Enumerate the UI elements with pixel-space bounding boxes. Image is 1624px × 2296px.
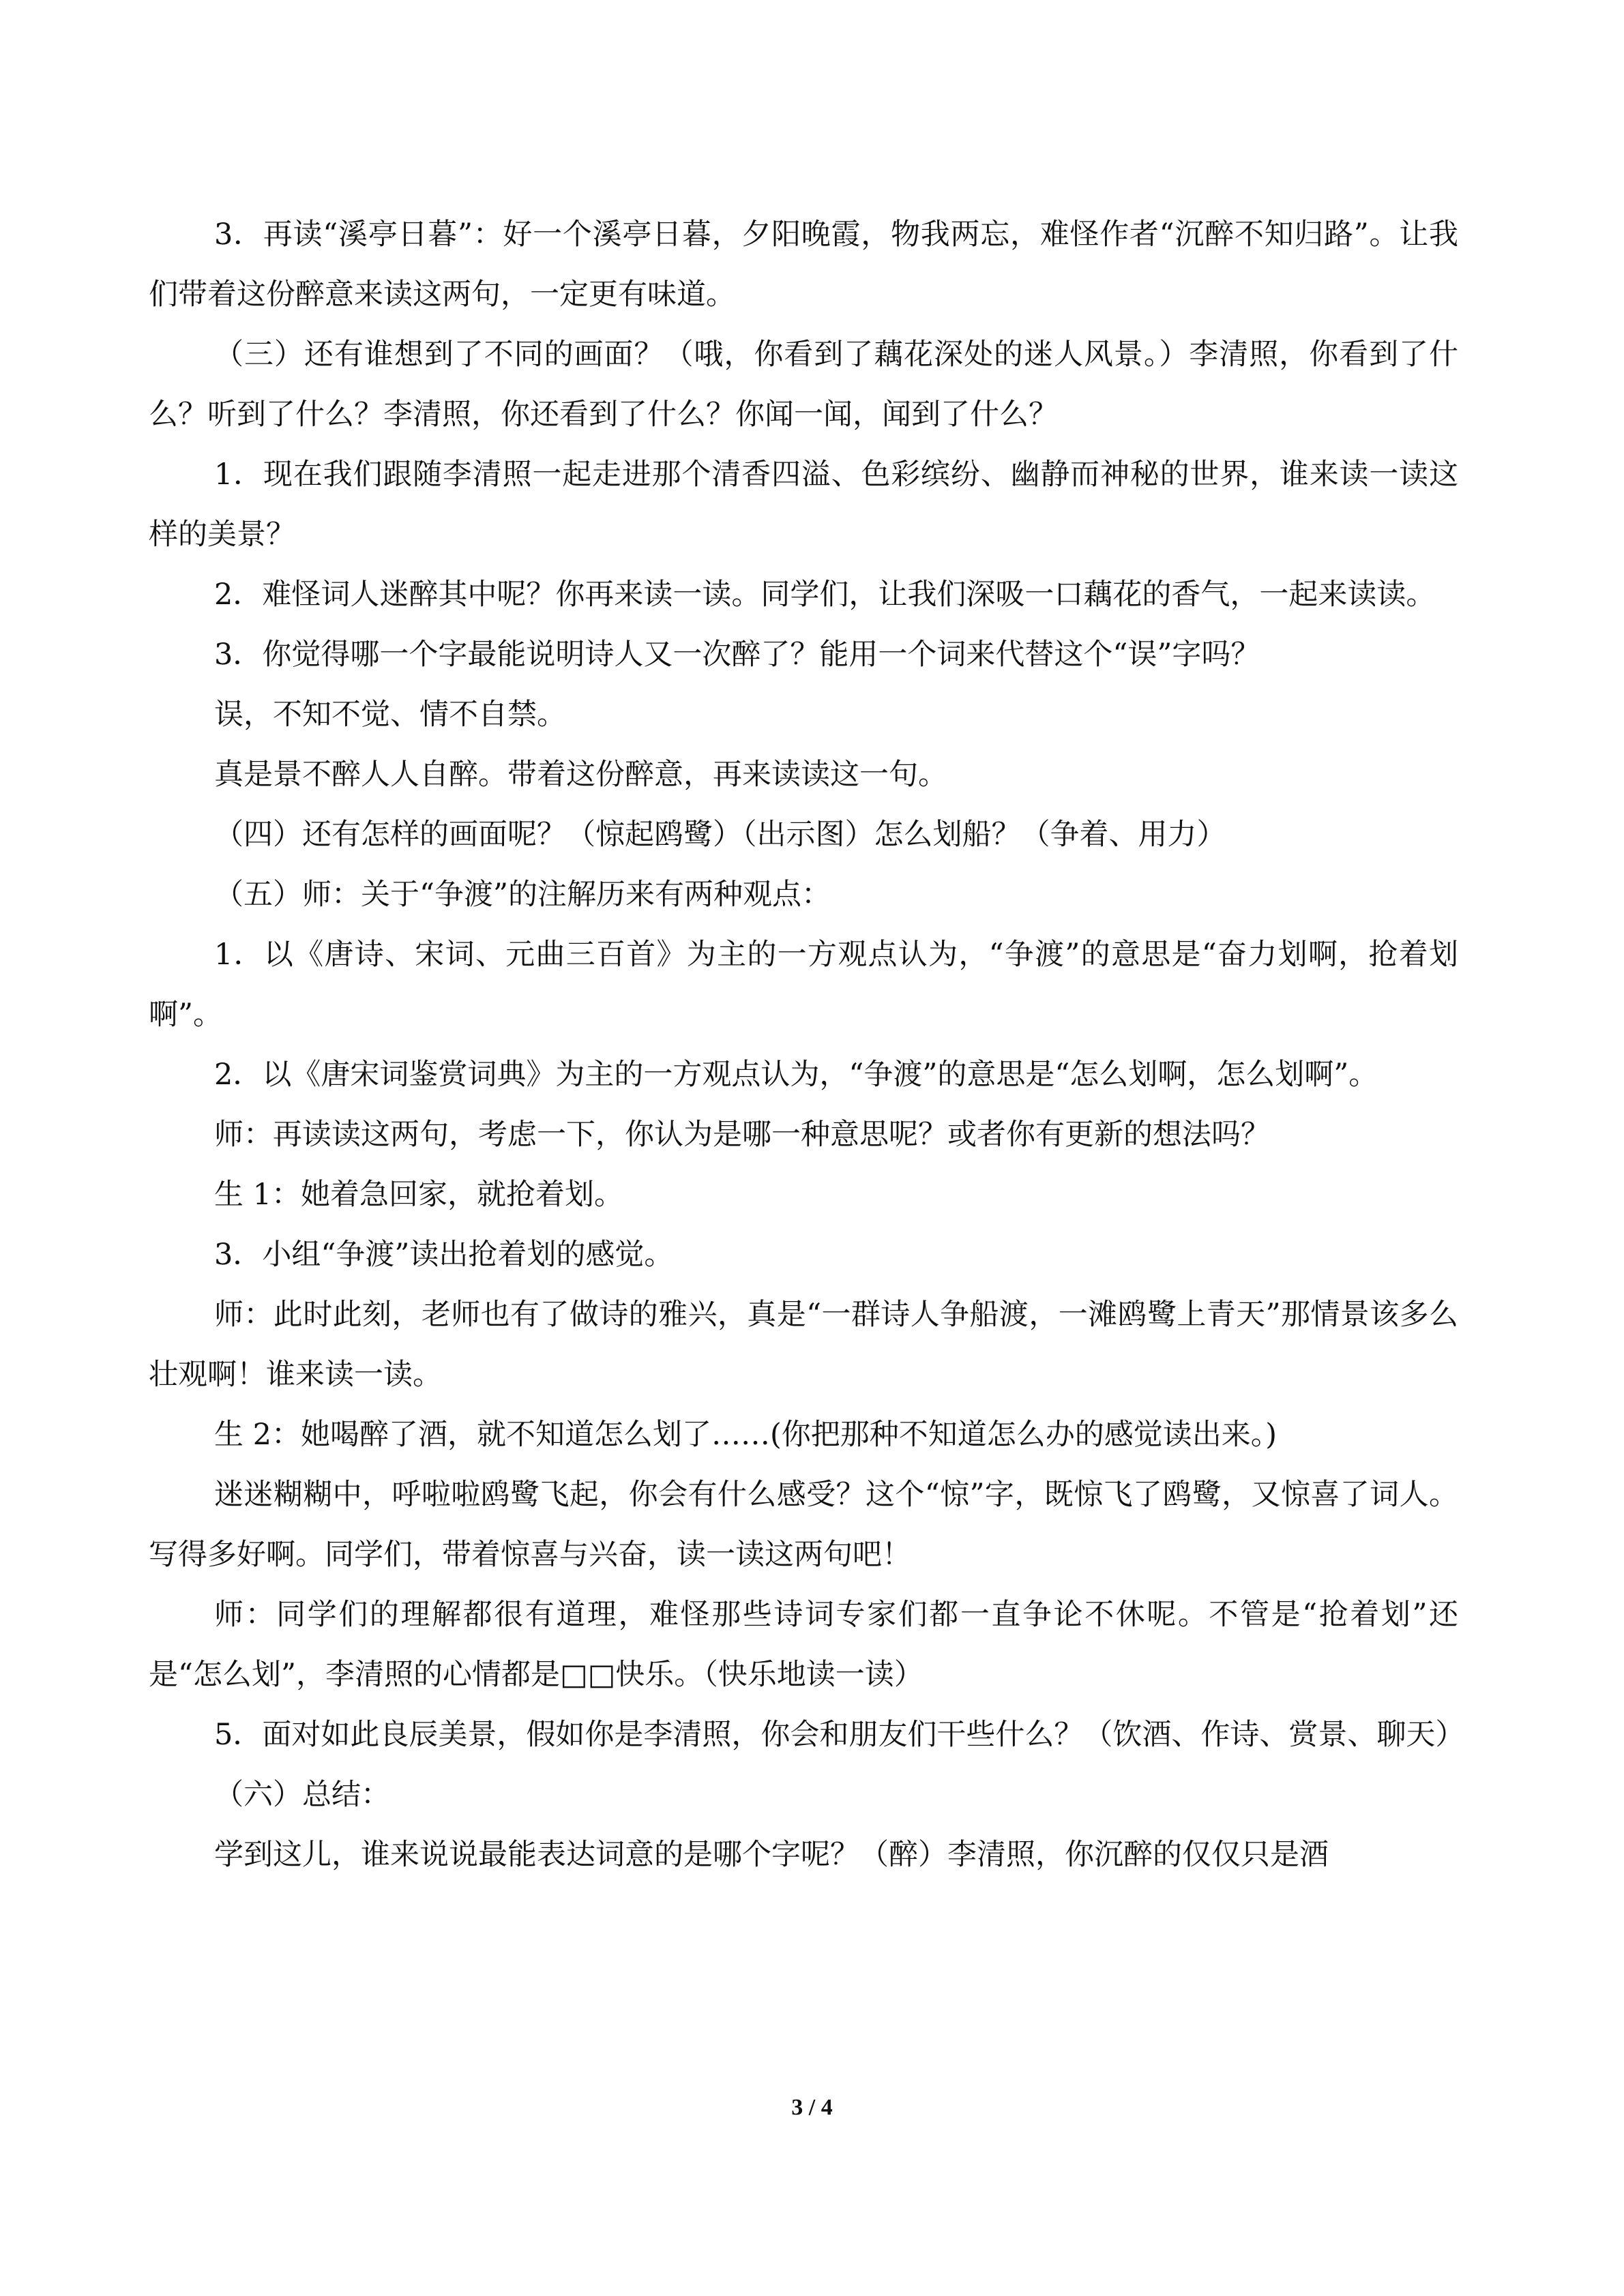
paragraph: 真是景不醉人人自醉。带着这份醉意，再来读读这一句。 — [214, 758, 947, 792]
paragraph: 师：此时此刻，老师也有了做诗的雅兴，真是“一群诗人争船渡，一滩鸥鹭上青天”那情景该多么壮观啊！谁来读一读。 — [149, 1298, 1458, 1392]
paragraph: （四）还有怎样的画面呢？（惊起鸥鹭）（出示图）怎么划船？（争着、用力） — [214, 818, 1226, 852]
page-number: 3 / 4 — [791, 2095, 833, 2120]
paragraph: 2．以《唐宋词鉴赏词典》为主的一方观点认为，“争渡”的意思是“怎么划啊，怎么划啊”。 — [214, 1058, 1378, 1092]
paragraph: 5．面对如此良辰美景，假如你是李清照，你会和朋友们干些什么？（饮酒、作诗、赏景、聊天） — [214, 1718, 1465, 1752]
paragraph: 生 1：她着急回家，就抢着划。 — [214, 1178, 624, 1212]
paragraph: 师：同学们的理解都很有道理，难怪那些诗词专家们都一直争论不休呢。不管是“抢着划”还是“怎么划”，李清照的心情都是□□快乐。（快乐地读一读） — [149, 1598, 1458, 1692]
paragraph: （六）总结： — [214, 1778, 390, 1812]
paragraph: 3．再读“溪亭日暮”：好一个溪亭日暮，夕阳晚霞，物我两忘，难怪作者“沉醉不知归路”。让我们带着这份醉意来读这两句，一定更有味道。 — [149, 218, 1458, 312]
paragraph: 1．现在我们跟随李清照一起走进那个清香四溢、色彩缤纷、幽静而神秘的世界，谁来读一读这样的美景？ — [149, 458, 1458, 552]
document-body — [149, 205, 1465, 1885]
paragraph: （三）还有谁想到了不同的画面？（哦，你看到了藕花深处的迷人风景。）李清照，你看到了什么？听到了什么？李清照，你还看到了什么？你闻一闻，闻到了什么？ — [149, 338, 1458, 432]
paragraph: 学到这儿，谁来说说最能表达词意的是哪个字呢？（醉）李清照，你沉醉的仅仅只是酒 — [214, 1838, 1329, 1872]
paragraph: 师：再读读这两句，考虑一下，你认为是哪一种意思呢？或者你有更新的想法吗？ — [214, 1118, 1270, 1152]
paragraph: （五）师：关于“争渡”的注解历来有两种观点： — [214, 878, 831, 912]
paragraph: 1．以《唐诗、宋词、元曲三百首》为主的一方观点认为，“争渡”的意思是“奋力划啊，抢着划啊”。 — [149, 938, 1458, 1032]
paragraph: 迷迷糊糊中，呼啦啦鸥鹭飞起，你会有什么感受？这个“惊”字，既惊飞了鸥鹭，又惊喜了词人。写得多好啊。同学们，带着惊喜与兴奋，读一读这两句吧！ — [149, 1478, 1458, 1572]
paragraph: 3．小组“争渡”读出抢着划的感觉。 — [214, 1238, 674, 1272]
paragraph: 2．难怪词人迷醉其中呢？你再来读一读。同学们，让我们深吸一口藕花的香气，一起来读读。 — [214, 578, 1436, 612]
paragraph: 生 2：她喝醉了酒，就不知道怎么划了……(你把那种不知道怎么办的感觉读出来。) — [214, 1418, 1278, 1452]
paragraph: 3．你觉得哪一个字最能说明诗人又一次醉了？能用一个词来代替这个“误”字吗？ — [214, 638, 1260, 672]
paragraph: 误，不知不觉、情不自禁。 — [214, 698, 566, 732]
